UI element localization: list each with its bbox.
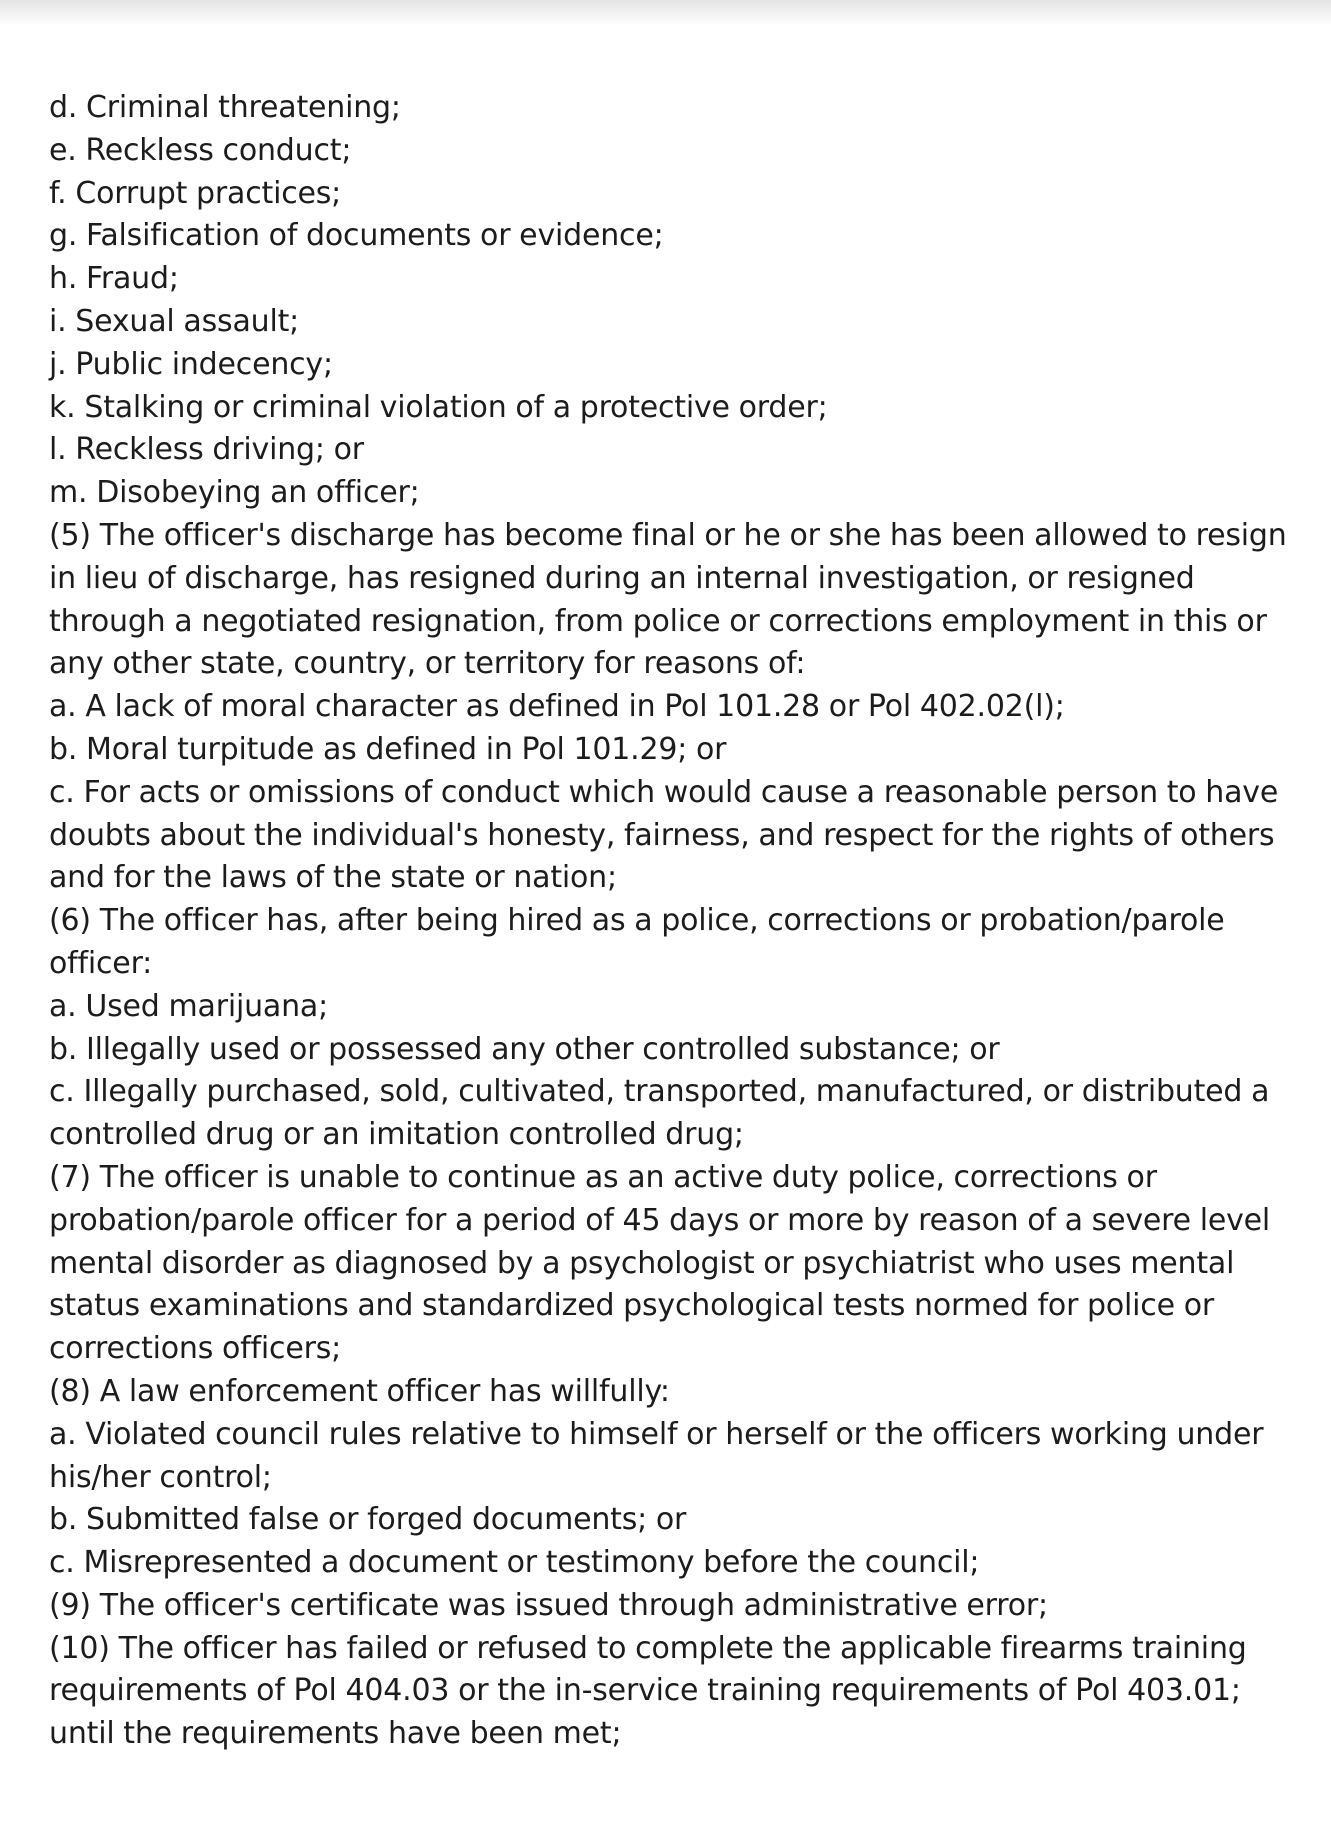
text-line: any other state, country, or territory for reasons of:	[49, 646, 806, 682]
text-line: b. Submitted false or forged documents; or	[49, 1502, 687, 1538]
text-line: his/her control;	[49, 1459, 272, 1495]
text-line: j. Public indecency;	[49, 346, 333, 382]
text-line: requirements of Pol 404.03 or the in-service training requirements of Pol 403.01;	[49, 1673, 1241, 1709]
text-line: c. Misrepresented a document or testimony before the council;	[49, 1545, 980, 1581]
text-line: (7) The officer is unable to continue as an active duty police, corrections or	[49, 1159, 1157, 1195]
text-line: in lieu of discharge, has resigned during an internal investigation, or resigned	[49, 560, 1195, 596]
text-line: h. Fraud;	[49, 261, 179, 297]
text-line: through a negotiated resignation, from police or corrections employment in this or	[49, 603, 1267, 639]
text-line: (8) A law enforcement officer has willfully:	[49, 1373, 670, 1409]
text-line: a. Used marijuana;	[49, 988, 328, 1024]
text-line: b. Illegally used or possessed any other controlled substance; or	[49, 1031, 1000, 1067]
text-line: i. Sexual assault;	[49, 303, 300, 339]
text-line: l. Reckless driving; or	[49, 432, 364, 468]
text-line: k. Stalking or criminal violation of a protective order;	[49, 389, 828, 425]
document-text	[49, 87, 1319, 1756]
text-line: e. Reckless conduct;	[49, 132, 352, 168]
text-line: (9) The officer's certificate was issued through administrative error;	[49, 1587, 1048, 1623]
text-line: f. Corrupt practices;	[49, 175, 342, 211]
text-line: c. For acts or omissions of conduct which would cause a reasonable person to have	[49, 774, 1279, 810]
text-line: (10) The officer has failed or refused to complete the applicable firearms training	[49, 1630, 1247, 1666]
text-line: g. Falsification of documents or evidence;	[49, 218, 664, 254]
text-line: c. Illegally purchased, sold, cultivated, transported, manufactured, or distributed a	[49, 1074, 1270, 1110]
text-line: controlled drug or an imitation controlled drug;	[49, 1117, 744, 1153]
text-line: a. A lack of moral character as defined in Pol 101.28 or Pol 402.02(l);	[49, 689, 1065, 725]
text-line: officer:	[49, 945, 153, 981]
text-line: corrections officers;	[49, 1331, 342, 1367]
text-line: (5) The officer's discharge has become final or he or she has been allowed to resign	[49, 517, 1287, 553]
text-line: probation/parole officer for a period of 45 days or more by reason of a severe level	[49, 1202, 1271, 1238]
text-line: d. Criminal threatening;	[49, 90, 401, 125]
text-line: status examinations and standardized psychological tests normed for police or	[49, 1288, 1214, 1324]
text-line: b. Moral turpitude as defined in Pol 101.29; or	[49, 731, 727, 767]
text-line: until the requirements have been met;	[49, 1716, 622, 1752]
text-line: a. Violated council rules relative to himself or herself or the officers working under	[49, 1416, 1264, 1452]
text-line: m. Disobeying an officer;	[49, 475, 420, 511]
text-line: mental disorder as diagnosed by a psychologist or psychiatrist who uses mental	[49, 1245, 1235, 1281]
text-line: (6) The officer has, after being hired as a police, corrections or probation/parole	[49, 903, 1225, 939]
text-line: and for the laws of the state or nation;	[49, 860, 617, 896]
text-line: doubts about the individual's honesty, fairness, and respect for the rights of others	[49, 817, 1275, 853]
top-edge-shadow	[0, 0, 1331, 26]
